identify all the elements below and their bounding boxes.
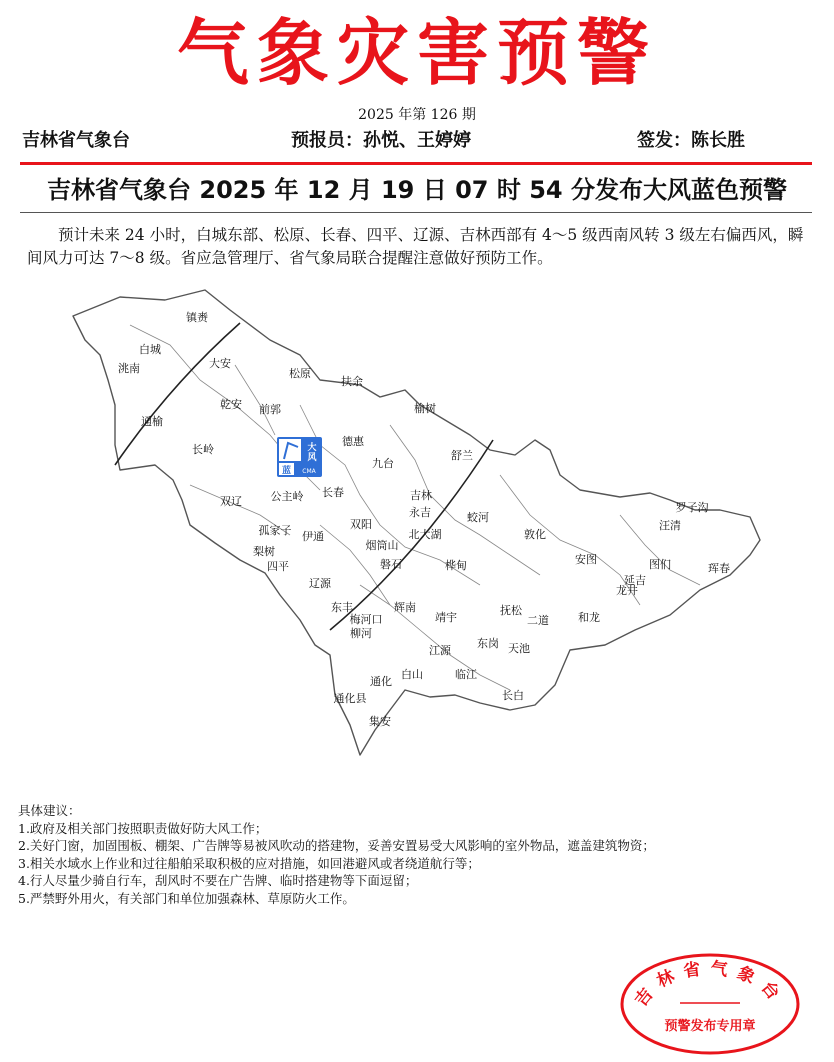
place-label: 双阳 [350,518,372,531]
place-label: 九台 [372,457,394,470]
place-label: 珲春 [708,562,730,575]
place-label: 集安 [369,715,391,728]
place-label: 辽源 [309,577,331,590]
place-label: 洮南 [118,362,140,375]
place-label: 乾安 [220,398,242,411]
official-seal [617,951,803,1057]
place-label: 汪清 [659,519,681,532]
place-label: 磐石 [380,558,402,571]
issue-number: 2025 年第 126 期 [358,107,476,123]
place-label: 长白 [502,689,524,702]
place-label: 烟筒山 [365,539,399,552]
agency-name: 吉林省气象台 [22,130,130,151]
advice-item: 2.关好门窗，加固围板、棚架、广告牌等易被风吹动的搭建物，妥善安置易受大风影响的室外物品，遮盖建筑物资； [18,838,655,853]
warning-title: 吉林省气象台 2025 年 12 月 19 日 07 时 54 分发布大风蓝色预警 [47,176,787,204]
place-label: 镇赉 [186,311,208,324]
place-label: 和龙 [578,611,600,624]
place-label: 舒兰 [451,449,473,462]
place-label: 四平 [267,560,289,573]
place-label: 榆树 [414,402,436,415]
place-label: 罗子沟 [675,501,709,514]
warning-body: 预计未来 24 小时，白城东部、松原、长春、四平、辽源、吉林西部有 4～5 级西南风转 3 级左右偏西风，瞬间风力可达 7～8 级。省应急管理厅、省气象局联合提醒注意做好预防工作。 [27,226,804,267]
place-label: 抚松 [500,604,522,617]
place-label: 大安 [209,357,231,370]
title-divider [20,212,812,213]
place-label: 德惠 [342,435,364,448]
seal-top-text: 吉林省气象台 [631,958,789,1011]
place-label: 双辽 [220,495,242,508]
place-label: 天池 [508,642,530,655]
forecasters: 预报员：孙悦、王婷婷 [291,130,471,151]
warning-icon-text-1: 大 [307,443,317,453]
place-label: 白城 [139,343,161,356]
place-label: 东丰 [331,601,353,614]
place-label: 临江 [455,668,477,681]
place-label: 龙井 [616,584,638,597]
place-label: 图们 [649,558,671,571]
advice-item: 4.行人尽量少骑自行车，刮风时不要在广告牌、临时搭建物等下面逗留； [18,873,418,888]
place-label: 柳河 [350,627,372,640]
place-label: 梨树 [253,545,275,558]
place-label: 梅河口 [349,613,383,626]
warning-icon-code: CMA [302,468,316,475]
place-label: 桦甸 [445,559,467,572]
jilin-warning-map [60,285,780,765]
place-label: 长岭 [192,443,214,456]
advice-section [18,802,818,907]
place-label: 伊通 [302,530,324,543]
place-label: 江源 [429,644,451,657]
place-label: 靖宇 [435,611,457,624]
issuer: 签发：陈长胜 [637,130,745,151]
place-label: 吉林 [410,489,432,502]
place-label: 长春 [322,486,344,499]
place-label: 东岗 [477,637,499,650]
warning-icon-level: 蓝 [281,466,292,476]
header-divider [20,162,812,165]
place-label: 北大湖 [408,528,442,541]
place-label: 通化 [370,675,392,688]
place-label: 敦化 [524,528,546,541]
place-label: 前郭 [259,403,281,416]
place-label: 辉南 [394,601,416,614]
seal-bottom-text: 预警发布专用章 [664,1019,756,1034]
place-label: 公主岭 [270,490,304,503]
place-label: 白山 [401,668,423,681]
place-label: 永吉 [409,506,431,519]
place-label: 孤家子 [258,524,292,537]
advice-item: 1.政府及相关部门按照职责做好防大风工作； [18,820,268,836]
place-label: 扶余 [341,375,363,388]
place-label: 通榆 [141,415,163,428]
province-outline [73,290,760,755]
place-label: 安图 [575,553,597,566]
gale-blue-warning-icon [277,437,322,477]
warning-icon-text-2: 风 [307,453,317,463]
advice-heading: 具体建议： [18,803,81,818]
advice-item: 3.相关水域水上作业和过往船舶采取积极的应对措施，如回港避风或者绕道航行等； [18,855,480,871]
bulletin-title: 气象灾害预警 [176,10,657,95]
place-label: 延吉 [624,574,646,587]
place-label: 二道 [527,614,549,627]
place-label: 松原 [289,367,311,380]
advice-item: 5.严禁野外用火，有关部门和单位加强森林、草原防火工作。 [18,890,355,906]
place-label: 蛟河 [467,511,489,524]
place-label: 通化县 [333,692,367,705]
